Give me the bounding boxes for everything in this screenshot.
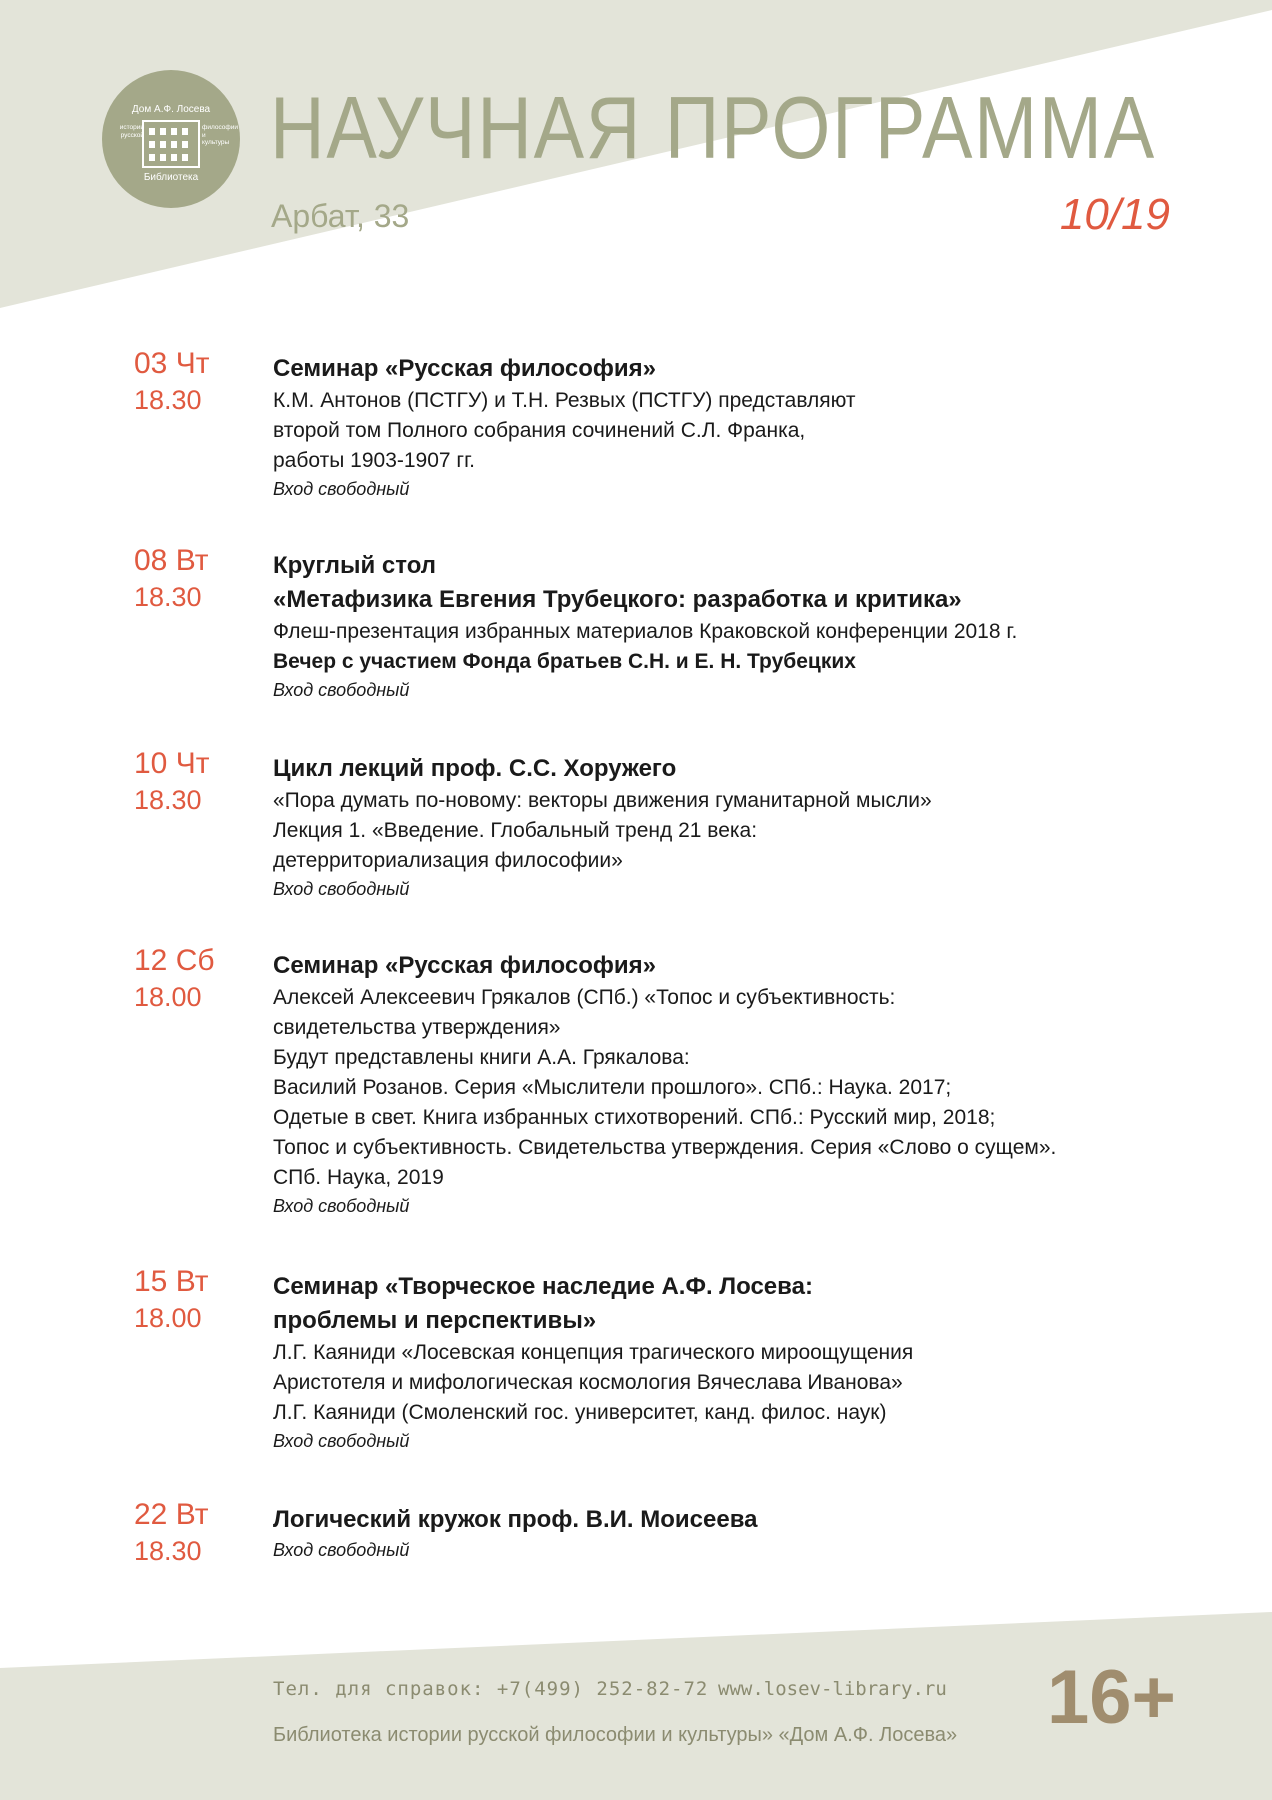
admission-note: Вход свободный: [273, 1540, 410, 1560]
event-date: 10 Чт: [134, 747, 210, 780]
event-date: 03 Чт: [134, 347, 210, 380]
age-rating-badge: 16+: [1047, 1655, 1176, 1740]
event-time: 18.30: [134, 582, 202, 612]
admission-note: Вход свободный: [273, 1431, 410, 1451]
event-time: 18.00: [134, 1303, 202, 1333]
admission-note: Вход свободный: [273, 879, 410, 899]
event-description: [273, 949, 1193, 1219]
event-time: 18.30: [134, 1536, 202, 1566]
contact-phone: Тел. для справок: +7(499) 252-82-72: [273, 1678, 709, 1700]
event-line: Будут представлены книги А.А. Грякалова:: [273, 1046, 690, 1069]
logo-left-text: истории русской: [119, 124, 144, 139]
page-title: НАУЧНАЯ ПРОГРАММА: [270, 78, 1156, 177]
event-line: К.М. Антонов (ПСТГУ) и Т.Н. Резвых (ПСТГУ) представляют: [273, 389, 856, 412]
logo-right-text: философии и культуры: [202, 124, 239, 146]
library-logo: [102, 70, 240, 208]
event-title: проблемы и перспективы»: [273, 1307, 597, 1334]
event-line: «Пора думать по-новому: векторы движения гуманитарной мысли»: [273, 789, 932, 812]
event-title: Цикл лекций проф. С.С. Хоружего: [273, 755, 677, 782]
event-title: Семинар «Русская философия»: [273, 952, 657, 979]
library-name: Библиотека истории русской философии и культуры» «Дом А.Ф. Лосева»: [273, 1724, 958, 1746]
admission-note: Вход свободный: [273, 680, 410, 700]
event-line: Василий Розанов. Серия «Мыслители прошлого». СПб.: Наука. 2017;: [273, 1076, 952, 1099]
event-line: детерриториализация философии»: [273, 849, 623, 872]
event-line: Л.Г. Каяниди «Лосевская концепция трагического мироощущения: [273, 1341, 914, 1364]
event-time: 18.30: [134, 785, 202, 815]
event-title: Круглый стол: [273, 552, 436, 579]
admission-note: Вход свободный: [273, 1196, 410, 1216]
event-line: Алексей Алексеевич Грякалов (СПб.) «Топос и субъективность:: [273, 986, 896, 1009]
event-time: 18.00: [134, 982, 202, 1012]
event-line: СПб. Наука, 2019: [273, 1166, 444, 1189]
event-line: свидетельства утверждения»: [273, 1016, 561, 1039]
website-link[interactable]: www.losev-library.ru: [718, 1678, 947, 1700]
event-line: второй том Полного собрания сочинений С.Л. Франка,: [273, 419, 806, 442]
event-title: Логический кружок проф. В.И. Моисеева: [273, 1506, 758, 1533]
event-date: 15 Вт: [134, 1265, 209, 1298]
logo-bottom-text: Библиотека: [143, 172, 199, 183]
event-title: «Метафизика Евгения Трубецкого: разработка и критика»: [273, 586, 962, 613]
event-title: Семинар «Творческое наследие А.Ф. Лосева:: [273, 1273, 813, 1300]
event-line: Одетые в свет. Книга избранных стихотворений. СПб.: Русский мир, 2018;: [273, 1106, 996, 1129]
event-line: Лекция 1. «Введение. Глобальный тренд 21 века:: [273, 819, 758, 842]
building-icon: [142, 120, 200, 168]
event-date: 08 Вт: [134, 544, 209, 577]
admission-note: Вход свободный: [273, 479, 410, 499]
event-title: Семинар «Русская философия»: [273, 355, 657, 382]
logo-title: Дом А.Ф. Лосева: [131, 104, 211, 115]
event-description: [273, 352, 1193, 502]
event-line: Вечер с участием Фонда братьев С.Н. и Е. Н. Трубецких: [273, 650, 856, 673]
issue-number: 10/19: [1059, 190, 1170, 239]
event-description: [273, 1270, 1193, 1454]
event-line: работы 1903-1907 гг.: [273, 449, 476, 472]
event-description: [273, 1503, 1193, 1563]
event-line: Аристотеля и мифологическая космология Вячеслава Иванова»: [273, 1371, 903, 1394]
address: Арбат, 33: [271, 198, 410, 234]
event-line: Л.Г. Каяниди (Смоленский гос. университет, канд. филос. наук): [273, 1401, 887, 1424]
event-date: 22 Вт: [134, 1498, 209, 1531]
event-time: 18.30: [134, 385, 202, 415]
event-description: [273, 549, 1193, 703]
event-date: 12 Сб: [134, 944, 215, 977]
event-line: Топос и субъективность. Свидетельства утверждения. Серия «Слово о сущем».: [273, 1136, 1057, 1159]
event-line: Флеш-презентация избранных материалов Краковской конференции 2018 г.: [273, 620, 1018, 643]
event-description: [273, 752, 1193, 902]
